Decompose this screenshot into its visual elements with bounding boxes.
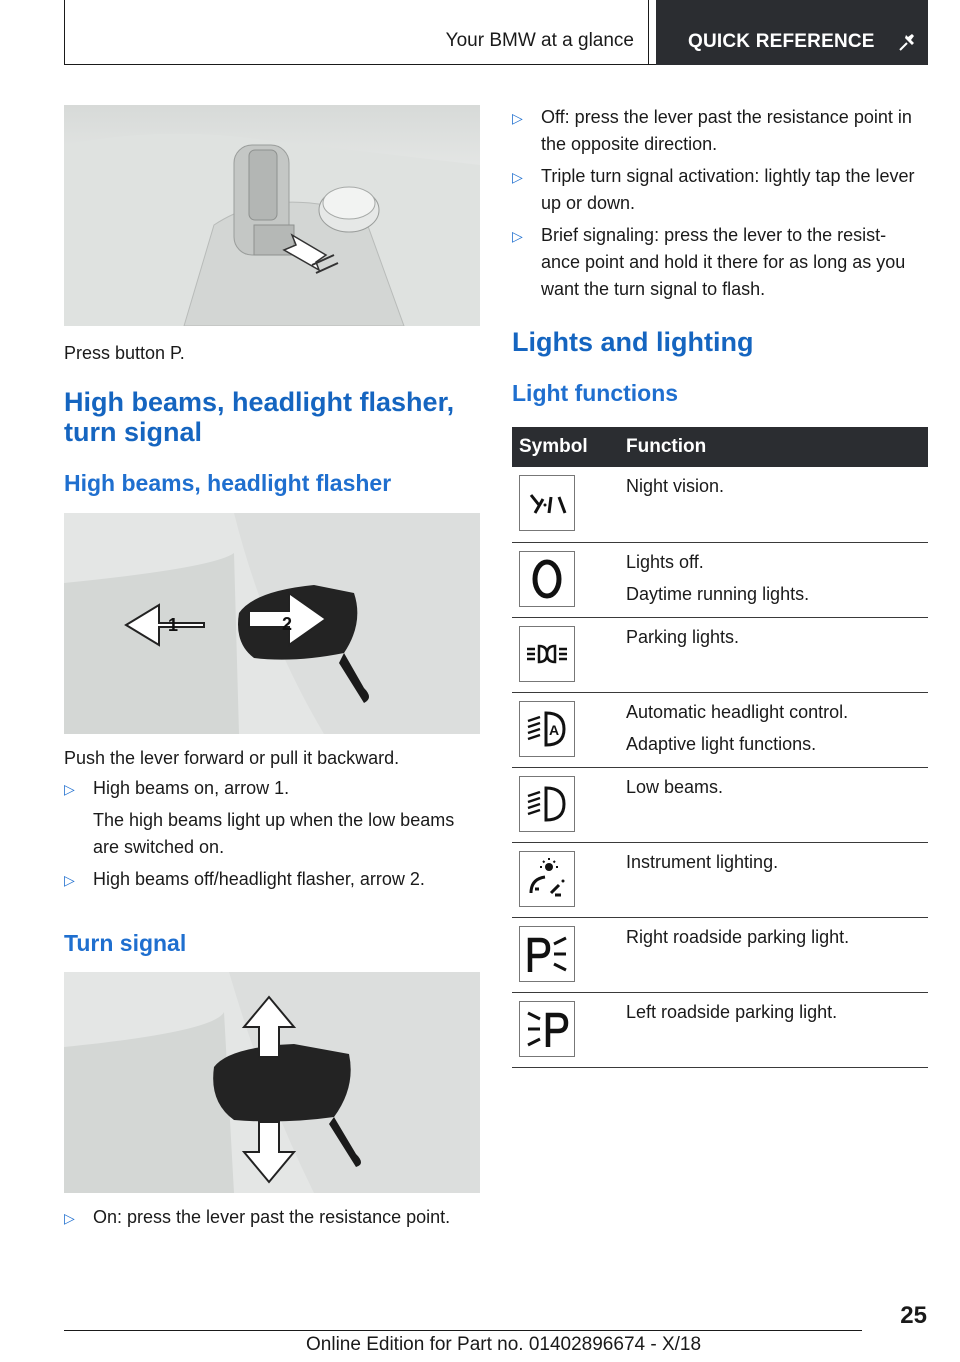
arrow-label-1: 1 xyxy=(168,615,179,635)
header-mid-rule xyxy=(648,0,649,65)
triangle-bullet-icon: ▷ xyxy=(512,110,523,126)
triangle-bullet-icon: ▷ xyxy=(64,872,75,888)
table-row: Left roadside parking light. xyxy=(512,992,928,1067)
triangle-bullet-icon: ▷ xyxy=(64,781,75,797)
night-vision-icon xyxy=(519,475,575,531)
table-row xyxy=(512,467,928,542)
table-header-row xyxy=(512,427,928,467)
parking-lights-icon xyxy=(519,626,575,682)
pushpin-icon xyxy=(896,30,920,54)
turn-signal-list-left xyxy=(64,1204,480,1231)
edition-text: Online Edition for Part no. 01402896674 - X/18 xyxy=(306,1334,702,1355)
list-item: ▷ On: press the lever past the resistance point. xyxy=(64,1204,480,1231)
right-roadside-parking-icon xyxy=(519,926,575,982)
triangle-bullet-icon: ▷ xyxy=(512,169,523,185)
section-title-lights: Lights and lighting xyxy=(512,327,754,357)
right-column xyxy=(512,105,928,1068)
gear-selector-figure xyxy=(64,105,480,326)
subsection-title-turn-signal: Turn signal xyxy=(64,930,187,956)
column-header-function: Function xyxy=(619,427,928,467)
section-title-high-beams: High beams, headlight flasher, turn signal xyxy=(64,387,455,447)
chapter-title: Your BMW at a glance xyxy=(445,30,634,51)
figure-caption: Press button P. xyxy=(64,343,185,363)
page-number: 25 xyxy=(900,1302,927,1329)
function-text: Night vision. xyxy=(626,476,725,496)
high-beams-intro: Push the lever forward or pull it backward. xyxy=(64,748,400,768)
auto-headlight-icon xyxy=(519,701,575,757)
turn-signal-figure xyxy=(64,972,480,1193)
lights-off-icon xyxy=(519,551,575,607)
quick-reference-label: QUICK REFERENCE xyxy=(688,31,875,52)
list-item: ▷ High beams on, arrow 1. The high beams light up when the low beams are switched on. xyxy=(64,778,455,857)
lever-push-pull-figure xyxy=(64,513,480,734)
triangle-bullet-icon: ▷ xyxy=(64,1210,75,1226)
instrument-lighting-icon xyxy=(519,851,575,907)
table-row: A Automatic headlight control. Adaptive light functions. xyxy=(512,692,928,767)
svg-text:A: A xyxy=(549,721,560,738)
left-column xyxy=(64,105,480,1236)
turn-signal-list-right xyxy=(512,104,928,303)
quick-reference-tab[interactable] xyxy=(656,0,928,65)
table-row: Lights off. Daytime running lights. xyxy=(512,542,928,617)
footer-rule xyxy=(64,1330,862,1331)
list-item: ▷ High beams off/headlight flasher, arrow 2. xyxy=(64,866,480,893)
left-roadside-parking-icon xyxy=(519,1001,575,1057)
arrow-label-2: 2 xyxy=(282,614,293,634)
header-left-rule xyxy=(64,0,65,65)
subsection-title-high-beams: High beams, headlight flasher xyxy=(64,470,392,496)
light-functions-table xyxy=(512,427,928,1068)
table-row: Low beams. xyxy=(512,767,928,842)
list-item: ▷ Triple turn signal activation: lightly tap the lever up or down. xyxy=(512,166,915,213)
table-row: Right roadside parking light. xyxy=(512,917,928,992)
table-row: Parking lights. xyxy=(512,617,928,692)
list-item: ▷ Brief signaling: press the lever to the resist- ance point and hold it there for as long as you want the turn signal to flash. xyxy=(512,225,906,299)
low-beams-icon xyxy=(519,776,575,832)
subsection-title-light-functions: Light functions xyxy=(512,380,679,406)
triangle-bullet-icon: ▷ xyxy=(512,228,523,244)
column-header-symbol: Symbol xyxy=(512,427,619,467)
high-beams-list xyxy=(64,775,480,893)
list-item: ▷ Off: press the lever past the resistance point in the opposite direction. xyxy=(512,107,912,154)
table-row: Instrument lighting. xyxy=(512,842,928,917)
